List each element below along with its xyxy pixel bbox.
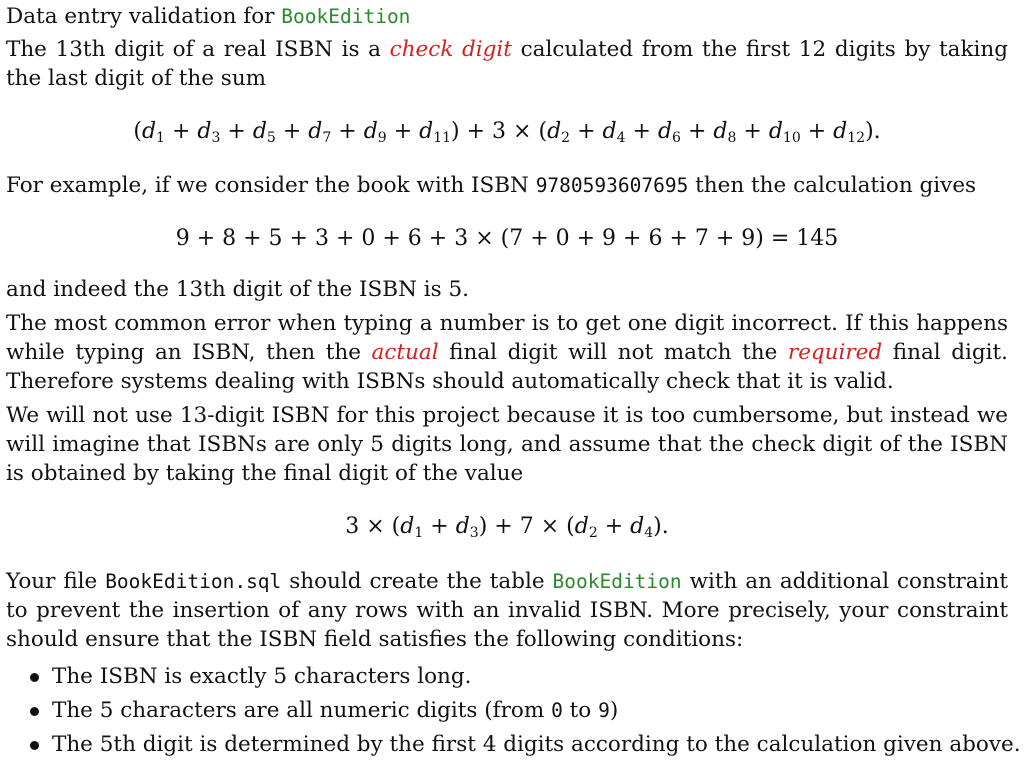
file-name: BookEdition.sql <box>105 570 282 593</box>
table-name: BookEdition <box>552 570 682 593</box>
paragraph-result: and indeed the 13th digit of the ISBN is 5. <box>6 277 469 302</box>
list-item: The ISBN is exactly 5 characters long. <box>28 660 1008 694</box>
check-digit-term: check digit <box>389 37 512 62</box>
heading-text: Data entry validation for <box>6 4 282 29</box>
paragraph-common-error: The most common error when typing a number is to get one digit incorrect. If this happens while typing an ISBN, then the actual final digit will not match the required final digit. Therefore systems dealing with ISBNs should automatically check that it is valid. <box>6 311 1009 394</box>
formula-isbn5-check: $3 \times (d_1 + d_3) + 7 \times (d_2 + d_4)$. <box>345 514 669 541</box>
list-item: The 5 characters are all numeric digits (from 0 to 9) <box>28 694 1008 728</box>
formula-isbn13-sum: $(d_1 + d_3 + d_5 + d_7 + d_9 + d_{11}) + 3 \times (d_2 + d_4 + d_6 + d_8 + d_{10} + d_{12})$. <box>133 119 881 146</box>
actual-term: actual <box>371 340 439 365</box>
paragraph-example: For example, if we consider the book with ISBN 9780593607695 then the calculation gives <box>6 173 977 198</box>
list-item: The 5th digit is determined by the first 4 digits according to the calculation given above. <box>28 728 1008 762</box>
section-heading <box>6 0 1008 31</box>
paragraph-check-digit-intro: The 13th digit of a real ISBN is a check digit calculated from the first 12 digits by taking the last digit of the sum <box>6 37 1008 91</box>
example-isbn: 9780593607695 <box>535 174 689 197</box>
paragraph-bookedition-constraint: Your file BookEdition.sql should create the table BookEdition with an additional constraint to prevent the insertion of any rows with an invalid ISBN. More precisely, your constraint should ensure that the ISBN field satisfies the following conditions: <box>6 569 1008 652</box>
heading-code: BookEdition <box>281 5 411 28</box>
formula-example-calculation: 9 + 8 + 5 + 3 + 0 + 6 + 3 × (7 + 0 + 9 + 6 + 7 + 9) = 145 <box>175 226 839 251</box>
conditions-list <box>6 660 1021 762</box>
paragraph-five-digit-isbn: We will not use 13-digit ISBN for this project because it is too cumbersome, but instead we will imagine that ISBNs are only 5 digits long, and assume that the check digit of the ISBN is obtained by taking the final digit of the value <box>6 403 1008 486</box>
required-term: required <box>787 340 883 365</box>
